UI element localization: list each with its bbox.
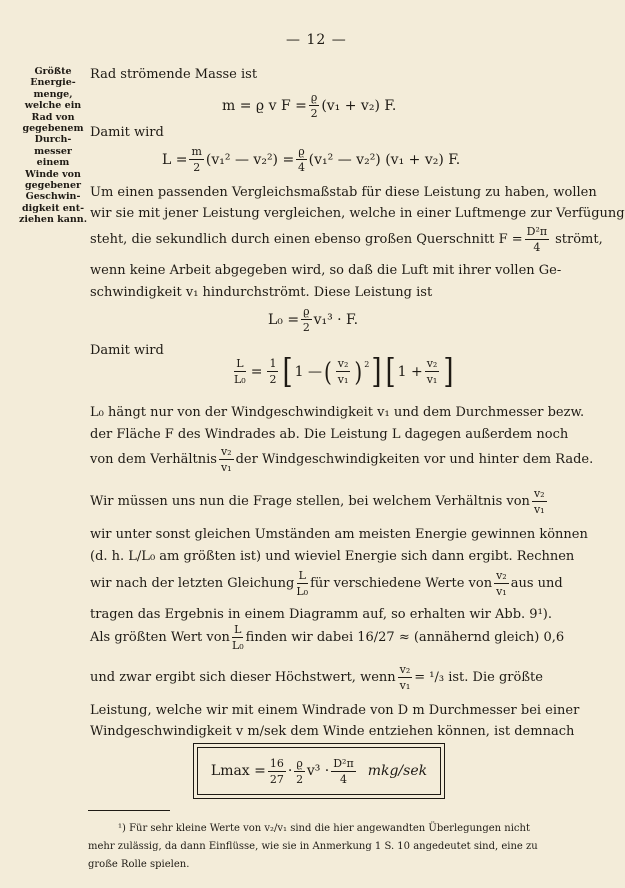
fraction — [309, 92, 319, 119]
fraction — [232, 624, 244, 651]
boxed-formula — [193, 743, 445, 799]
denominator: v₁ — [533, 503, 545, 516]
eq-part: L₀ = — [268, 311, 300, 328]
footnote-rule — [88, 810, 170, 811]
body-line: wir sie mit jener Leistung vergleichen, welche in einer Luftmenge zur Verfügung — [90, 206, 625, 221]
fraction — [398, 664, 413, 691]
numerator: ϱ — [310, 91, 318, 104]
denominator: L₀ — [234, 373, 246, 386]
margin-note — [18, 66, 88, 226]
equation-power — [162, 146, 460, 173]
fraction — [532, 488, 547, 515]
body-line: tragen das Ergebnis in einem Diagramm auf, so erhalten wir Abb. 9¹). — [90, 607, 552, 622]
fraction — [296, 146, 306, 173]
margin-note-line: Größte — [34, 66, 72, 77]
numerator: v₂ — [496, 569, 507, 582]
body-line: wir unter sonst gleichen Umständen am meisten Energie gewinnen können — [90, 527, 588, 542]
body-line: Windgeschwindigkeit v m/sek dem Winde entziehen können, ist demnach — [90, 724, 575, 739]
denominator: 2 — [296, 772, 304, 786]
eq-part: L = — [162, 151, 188, 168]
body-line: wenn keine Arbeit abgegeben wird, so daß die Luft mit ihrer vollen Ge- — [90, 263, 562, 278]
numerator: D²π — [333, 756, 354, 770]
body-line: L₀ hängt nur von der Windgeschwindigkeit v₁ und dem Durchmesser bezw. — [90, 405, 585, 420]
body-line: Rad strömende Masse ist — [90, 67, 258, 82]
bracket-close: ] — [371, 352, 382, 391]
numerator: v₂ — [426, 357, 438, 370]
eq-part: Lmax = — [210, 763, 266, 779]
margin-note-line: Energie- — [30, 77, 76, 89]
eq-part: 1 + — [397, 363, 423, 380]
eq-part: (v₁ + v₂) F. — [321, 97, 397, 114]
bracket-open: [ — [385, 352, 396, 391]
eq-part: (v₁² — v₂²) (v₁ + v₂) F. — [308, 151, 461, 168]
denominator: 4 — [297, 161, 305, 174]
denominator: 2 — [302, 321, 310, 334]
body-line: Leistung, welche wir mit einem Windrade von D m Durchmesser bei einer — [90, 703, 580, 718]
body-line: der Fläche F des Windrades ab. Die Leistung L dagegen außerdem noch — [90, 427, 569, 442]
paren-close: ) — [354, 355, 363, 388]
text-run: strömt, — [555, 232, 603, 247]
text-run: wir nach der letzten Gleichung — [90, 576, 295, 591]
numerator: ϱ — [303, 305, 310, 318]
fraction — [294, 758, 304, 785]
numerator: m — [191, 145, 202, 158]
numerator: ϱ — [296, 756, 303, 770]
eq-part: (v₁² — v₂²) = — [205, 151, 295, 168]
body-line — [90, 225, 603, 254]
denominator: v₁ — [220, 461, 232, 474]
eq-part: v³ · — [306, 763, 330, 779]
fraction — [494, 570, 509, 597]
margin-note-line: Geschwin- — [25, 191, 81, 203]
margin-note-line: Durch- — [34, 134, 72, 146]
numerator: 1 — [269, 357, 277, 370]
page-number: — 12 — — [286, 32, 347, 48]
equation-ratio — [232, 352, 456, 391]
denominator: v₁ — [399, 679, 411, 692]
numerator: 16 — [269, 756, 284, 770]
numerator: L — [234, 623, 242, 636]
margin-note-line: digkeit ent- — [21, 202, 85, 214]
margin-note-line: welche ein — [24, 100, 82, 112]
formula-lmax — [197, 747, 441, 795]
eq-part: v₁³ · F. — [313, 311, 359, 328]
body-line: (d. h. L/L₀ am größten ist) und wieviel Energie sich dann ergibt. Rechnen — [90, 549, 575, 564]
text-run: der Windgeschwindigkeiten vor und hinter dem Rade. — [235, 452, 594, 467]
fraction — [219, 446, 234, 473]
margin-note-line: messer — [34, 145, 72, 157]
denominator: L₀ — [296, 585, 309, 598]
denominator: v₁ — [496, 585, 507, 598]
equation-mass — [222, 92, 396, 119]
footnote-line: mehr zulässig, da dann Einflüsse, wie sie in Anmerkung 1 S. 10 angedeutet sind, eine zu — [88, 841, 538, 852]
text-run: Wir müssen uns nun die Frage stellen, bei welchem Verhältnis von — [90, 494, 530, 509]
margin-note-line: Rad von — [31, 111, 75, 123]
denominator: 27 — [269, 772, 284, 786]
paren-open: ( — [323, 355, 332, 388]
text-run: steht, die sekundlich durch einen ebenso großen Querschnitt F = — [90, 232, 523, 247]
body-line — [90, 488, 558, 515]
denominator: 2 — [310, 107, 318, 120]
fraction — [425, 358, 440, 385]
denominator: 2 — [193, 161, 201, 174]
fraction — [296, 570, 308, 597]
fraction — [189, 146, 203, 173]
numerator: L — [236, 357, 244, 370]
numerator: v₂ — [533, 487, 545, 500]
eq-part: 1 — — [294, 363, 322, 380]
margin-note-line: menge, — [33, 88, 73, 100]
denominator: L₀ — [231, 639, 244, 652]
eq-part: · — [287, 763, 293, 779]
bracket-open: [ — [282, 352, 293, 391]
exponent: 2 — [364, 360, 370, 369]
denominator: 4 — [533, 241, 541, 254]
denominator: 2 — [269, 373, 277, 386]
margin-note-line: ziehen kann. — [18, 214, 88, 226]
body-line — [90, 445, 594, 474]
fraction — [331, 758, 355, 785]
eq-part: m = ϱ v F = — [222, 97, 307, 114]
body-line: Um einen passenden Vergleichsmaßstab für diese Leistung zu haben, wollen — [90, 185, 597, 200]
body-line — [90, 569, 563, 598]
denominator: v₁ — [426, 373, 438, 386]
fraction — [336, 358, 351, 385]
margin-note-line: gegebenem — [22, 123, 84, 135]
fraction — [525, 226, 549, 253]
bracket-close: ] — [443, 352, 454, 391]
numerator: v₂ — [337, 357, 349, 370]
fraction — [301, 306, 311, 333]
numerator: D²π — [526, 225, 548, 238]
margin-note-line: gegebener — [24, 180, 82, 192]
text-run: finden wir dabei 16/27 ≈ (annähernd gleich) 0,6 — [245, 630, 565, 645]
fraction — [268, 758, 286, 785]
margin-note-line: Winde von — [25, 168, 81, 180]
footnote-line: ¹) Für sehr kleine Werte von v₂/v₁ sind die hier angewandten Überlegungen nicht — [118, 823, 530, 834]
body-line: Damit wird — [90, 125, 164, 140]
text-run: = ¹/₃ ist. Die größte — [414, 670, 543, 685]
body-line — [90, 664, 558, 691]
text-run: von dem Verhältnis — [90, 452, 217, 467]
equation-reference-power — [268, 306, 358, 333]
denominator: v₁ — [337, 373, 349, 386]
numerator: L — [298, 569, 306, 582]
denominator: 4 — [339, 772, 347, 786]
body-line — [90, 623, 565, 652]
text-run: und zwar ergibt sich dieser Höchstwert, wenn — [90, 670, 396, 685]
text-run: Als größten Wert von — [90, 630, 230, 645]
margin-note-line: einem — [36, 157, 70, 169]
body-line: Damit wird — [90, 343, 164, 358]
numerator: ϱ — [298, 145, 305, 158]
numerator: v₂ — [220, 445, 232, 458]
text-run: aus und — [510, 576, 563, 591]
footnote-line: große Rolle spielen. — [88, 859, 190, 870]
body-line: schwindigkeit v₁ hindurchströmt. Diese Leistung ist — [90, 285, 433, 300]
unit-label: mkg/sek — [367, 763, 428, 779]
fraction — [234, 358, 246, 385]
text-run: für verschiedene Werte von — [310, 576, 493, 591]
fraction — [267, 358, 278, 385]
numerator: v₂ — [399, 663, 411, 676]
eq-part: = — [250, 363, 263, 380]
